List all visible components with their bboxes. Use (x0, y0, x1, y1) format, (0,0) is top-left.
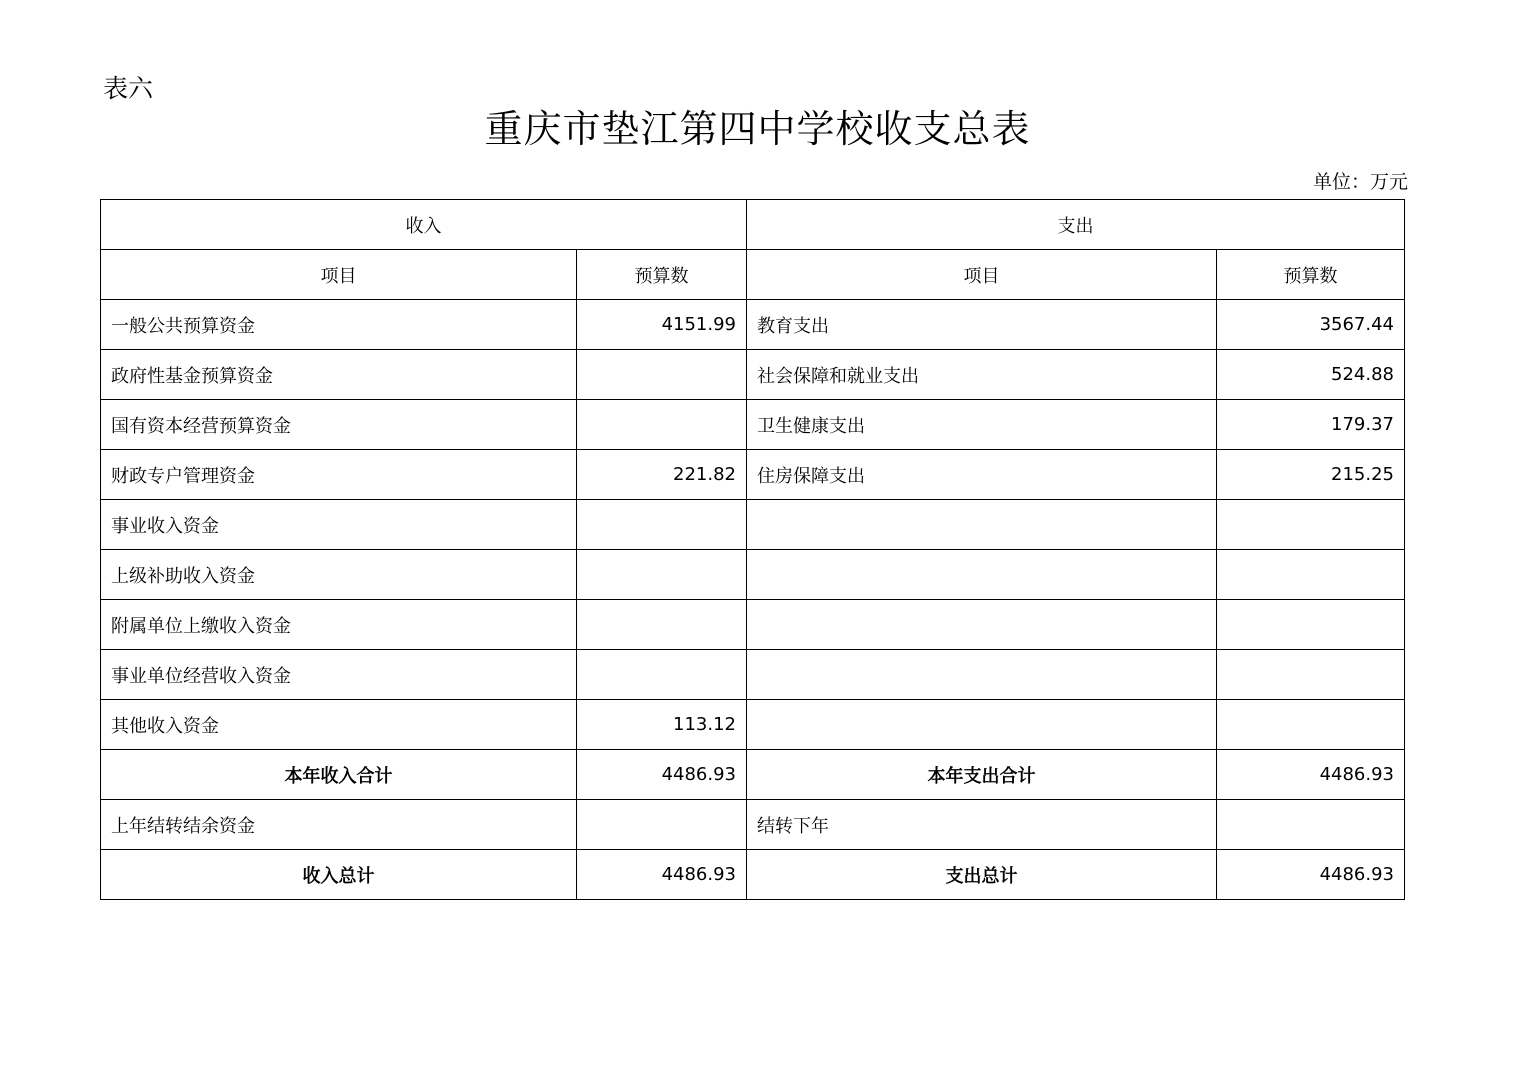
expense-value-cell: 215.25 (1217, 450, 1405, 500)
carryover-row (101, 800, 1405, 850)
carryover-expense-value (1217, 800, 1405, 850)
year-income-total-value: 4486.93 (577, 750, 747, 800)
expense-value-cell (1217, 550, 1405, 600)
income-value-cell: 221.82 (577, 450, 747, 500)
table-row (101, 450, 1405, 500)
income-item-column-header: 项目 (101, 250, 577, 300)
table-row (101, 700, 1405, 750)
income-header: 收入 (101, 200, 747, 250)
expense-value-cell: 3567.44 (1217, 300, 1405, 350)
expense-item-cell (747, 500, 1217, 550)
expense-budget-column-header: 预算数 (1217, 250, 1405, 300)
table-row (101, 600, 1405, 650)
expense-item-cell: 卫生健康支出 (747, 400, 1217, 450)
section-header-row (101, 200, 1405, 250)
income-value-cell (577, 600, 747, 650)
expense-item-column-header: 项目 (747, 250, 1217, 300)
grand-income-total-value: 4486.93 (577, 850, 747, 900)
income-value-cell: 113.12 (577, 700, 747, 750)
table-row (101, 350, 1405, 400)
income-item-cell: 其他收入资金 (101, 700, 577, 750)
year-total-row (101, 750, 1405, 800)
expense-value-cell: 179.37 (1217, 400, 1405, 450)
expense-value-cell (1217, 600, 1405, 650)
grand-expense-total-value: 4486.93 (1217, 850, 1405, 900)
income-item-cell: 政府性基金预算资金 (101, 350, 577, 400)
table-row (101, 400, 1405, 450)
income-budget-column-header: 预算数 (577, 250, 747, 300)
column-header-row (101, 250, 1405, 300)
income-item-cell: 国有资本经营预算资金 (101, 400, 577, 450)
income-item-cell: 附属单位上缴收入资金 (101, 600, 577, 650)
expense-item-cell (747, 550, 1217, 600)
income-value-cell (577, 350, 747, 400)
year-expense-total-value: 4486.93 (1217, 750, 1405, 800)
expense-item-cell (747, 600, 1217, 650)
grand-total-row (101, 850, 1405, 900)
expense-value-cell (1217, 500, 1405, 550)
income-item-cell: 事业单位经营收入资金 (101, 650, 577, 700)
grand-income-total-label: 收入总计 (101, 850, 577, 900)
year-expense-total-label: 本年支出合计 (747, 750, 1217, 800)
table-row (101, 550, 1405, 600)
income-item-cell: 财政专户管理资金 (101, 450, 577, 500)
expense-item-cell: 教育支出 (747, 300, 1217, 350)
table-number-label: 表六 (103, 74, 154, 103)
year-income-total-label: 本年收入合计 (101, 750, 577, 800)
income-value-cell (577, 500, 747, 550)
table-row (101, 650, 1405, 700)
expense-item-cell (747, 650, 1217, 700)
income-value-cell: 4151.99 (577, 300, 747, 350)
income-value-cell (577, 400, 747, 450)
table-row (101, 500, 1405, 550)
expense-value-cell: 524.88 (1217, 350, 1405, 400)
grand-expense-total-label: 支出总计 (747, 850, 1217, 900)
carryover-income-item: 上年结转结余资金 (101, 800, 577, 850)
expense-header: 支出 (747, 200, 1405, 250)
expense-item-cell: 社会保障和就业支出 (747, 350, 1217, 400)
carryover-expense-item: 结转下年 (747, 800, 1217, 850)
carryover-income-value (577, 800, 747, 850)
income-value-cell (577, 550, 747, 600)
budget-summary-table (100, 199, 1405, 900)
expense-item-cell (747, 700, 1217, 750)
income-item-cell: 一般公共预算资金 (101, 300, 577, 350)
document-title: 重庆市垫江第四中学校收支总表 (484, 107, 1031, 151)
income-item-cell: 事业收入资金 (101, 500, 577, 550)
unit-label: 单位：万元 (1312, 171, 1408, 193)
expense-item-cell: 住房保障支出 (747, 450, 1217, 500)
expense-value-cell (1217, 650, 1405, 700)
table-row (101, 300, 1405, 350)
income-value-cell (577, 650, 747, 700)
expense-value-cell (1217, 700, 1405, 750)
income-item-cell: 上级补助收入资金 (101, 550, 577, 600)
